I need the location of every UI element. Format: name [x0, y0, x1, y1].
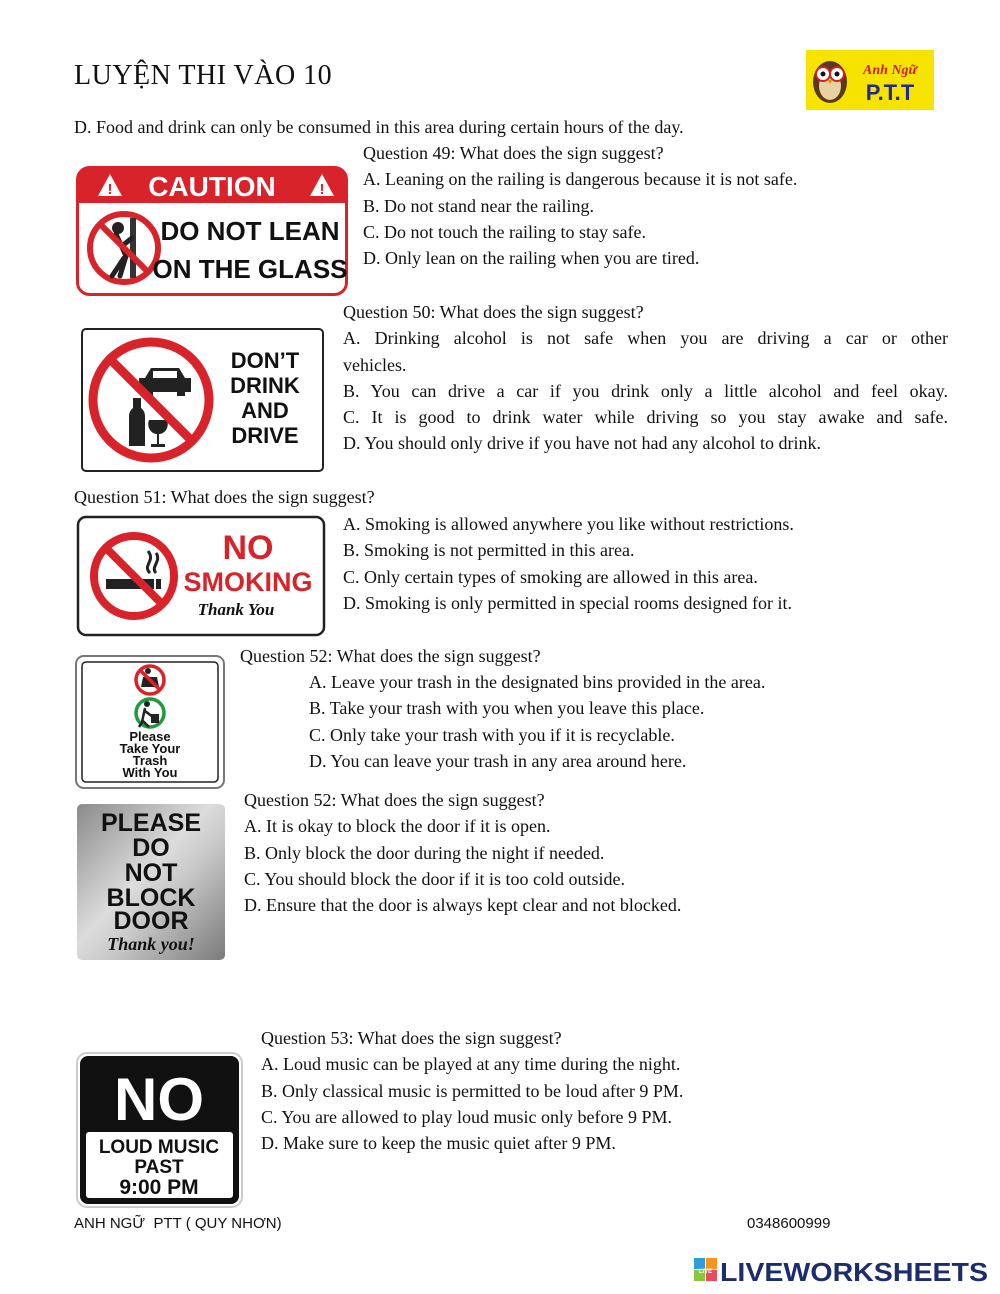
q50-option-b: B. You can drive a car if you drink only a little alcohol and feel okay.: [343, 380, 948, 401]
q53-option-a: A. Loud music can be played at any time during the night.: [261, 1054, 681, 1075]
no-leaning-icon: [90, 214, 158, 282]
question-50: [343, 299, 948, 457]
music-line4: 9:00 PM: [119, 1176, 199, 1199]
door-line5: DOOR: [113, 907, 189, 935]
no-smoking-line3: Thank You: [197, 600, 275, 619]
svg-text:!: !: [107, 181, 113, 198]
q49-option-b: B. Do not stand near the railing.: [363, 195, 594, 216]
q52a-option-a: A. Leave your trash in the designated bins provided in the area.: [309, 672, 766, 692]
question-53-prompt: Question 53: What does the sign suggest?: [261, 1028, 562, 1048]
page-title: LUYỆN THI VÀO 10: [74, 60, 333, 91]
question-52-prompt-b: Question 52: What does the sign suggest?: [244, 790, 545, 810]
caution-line2: ON THE GLASS: [152, 254, 348, 284]
do-not-block-door-sign: [77, 804, 225, 960]
no-drink-driving-icon: [93, 342, 209, 458]
owl-logo-icon: [806, 50, 934, 110]
q51-option-d: D. Smoking is only permitted in special rooms designed for it.: [343, 592, 792, 613]
brand-logo: [806, 50, 934, 110]
no-loud-music-sign: [76, 1052, 243, 1208]
question-52-prompt-a: Question 52: What does the sign suggest?: [240, 646, 541, 666]
q52a-option-d: D. You can leave your trash in any area around here.: [309, 750, 687, 771]
trash-line3: Trash: [132, 753, 168, 768]
liveworksheets-logo-icon: [694, 1258, 717, 1281]
q49-option-d: D. Only lean on the railing when you are tired.: [363, 248, 700, 269]
no-smoking-line1: NO: [222, 529, 274, 567]
question-49: [363, 140, 797, 271]
liveworksheets-brand[interactable]: [694, 1255, 990, 1285]
trash-line1: Please: [129, 729, 171, 744]
intro-line: D. Food and drink can only be consumed in this area during certain hours of the day.: [74, 117, 684, 137]
question-53: [261, 1025, 683, 1156]
trash-line4: With You: [122, 765, 178, 780]
question-50-prompt: Question 50: What does the sign suggest?: [343, 302, 644, 322]
question-51-options: [343, 511, 794, 616]
caution-sign: [76, 166, 348, 296]
q50-option-d: D. You should only drive if you have not had any alcohol to drink.: [343, 433, 821, 454]
door-line4: BLOCK: [106, 884, 196, 912]
q53-option-c: C. You are allowed to play loud music only before 9 PM.: [261, 1106, 672, 1127]
question-51-prompt: Question 51: What does the sign suggest?: [74, 487, 375, 507]
logo-bottom-text: P.T.T: [865, 80, 915, 105]
footer-left: ANH NGỮ PTT ( QUY NHƠN): [74, 1215, 282, 1232]
q52b-option-c: C. You should block the door if it is too cold outside.: [244, 868, 626, 889]
svg-text:!: !: [319, 181, 325, 198]
take-trash-sign: [75, 655, 225, 789]
q52b-option-b: B. Only block the door during the night if needed.: [244, 842, 605, 863]
q52b-option-a: A. It is okay to block the door if it is open.: [244, 816, 551, 837]
q51-option-c: C. Only certain types of smoking are allowed in this area.: [343, 566, 758, 587]
q52b-option-d: D. Ensure that the door is always kept clear and not blocked.: [244, 895, 682, 916]
q51-option-a: A. Smoking is allowed anywhere you like without restrictions.: [343, 514, 794, 534]
ddd-line4: DRIVE: [231, 423, 299, 448]
q50-option-c: C. It is good to drink water while driving so you stay awake and safe.: [343, 407, 948, 428]
music-line1: NO: [114, 1066, 204, 1133]
carry-trash-icon: [136, 699, 164, 727]
svg-text:LIVE: LIVE: [698, 1269, 713, 1275]
door-line2: DO: [132, 834, 170, 862]
q49-option-c: C. Do not touch the railing to stay safe.: [363, 221, 646, 242]
question-52b: [244, 787, 681, 918]
door-line1: PLEASE: [100, 809, 202, 837]
liveworksheets-wordmark: LIVEWORKSHEETS: [720, 1257, 988, 1285]
q50-option-a-line2: vehicles.: [343, 354, 407, 375]
ddd-line2: DRINK: [230, 373, 300, 398]
no-littering-icon: [136, 666, 164, 694]
q49-option-a: A. Leaning on the railing is dangerous because it is not safe.: [363, 169, 798, 190]
caution-header: CAUTION: [148, 171, 276, 202]
q52a-option-b: B. Take your trash with you when you leave this place.: [309, 698, 705, 719]
no-smoking-sign: [76, 515, 326, 637]
q51-option-b: B. Smoking is not permitted in this area.: [343, 540, 635, 561]
q53-option-d: D. Make sure to keep the music quiet after 9 PM.: [261, 1133, 616, 1154]
ddd-line3: AND: [241, 398, 289, 423]
door-line3: NOT: [124, 859, 178, 887]
question-52a-options: [309, 669, 765, 774]
q50-option-a-line1: A. Drinking alcohol is not safe when you are driving a car or other: [343, 328, 948, 349]
no-smoking-icon: [94, 536, 174, 616]
music-line3: PAST: [134, 1157, 184, 1178]
trash-line2: Take Your: [119, 741, 181, 756]
music-line2: LOUD MUSIC: [98, 1137, 220, 1158]
no-smoking-line2: SMOKING: [183, 567, 313, 597]
dont-drink-drive-sign: [81, 328, 324, 472]
caution-line1: DO NOT LEAN: [160, 216, 340, 246]
q52a-option-c: C. Only take your trash with you if it is recyclable.: [309, 724, 675, 745]
q53-option-b: B. Only classical music is permitted to be loud after 9 PM.: [261, 1080, 684, 1101]
question-49-prompt: Question 49: What does the sign suggest?: [363, 143, 664, 163]
door-thanks: Thank you!: [107, 934, 195, 954]
logo-top-text: Anh Ngữ: [863, 63, 917, 78]
footer-phone: 0348600999: [747, 1215, 831, 1232]
ddd-line1: DON’T: [230, 348, 300, 373]
